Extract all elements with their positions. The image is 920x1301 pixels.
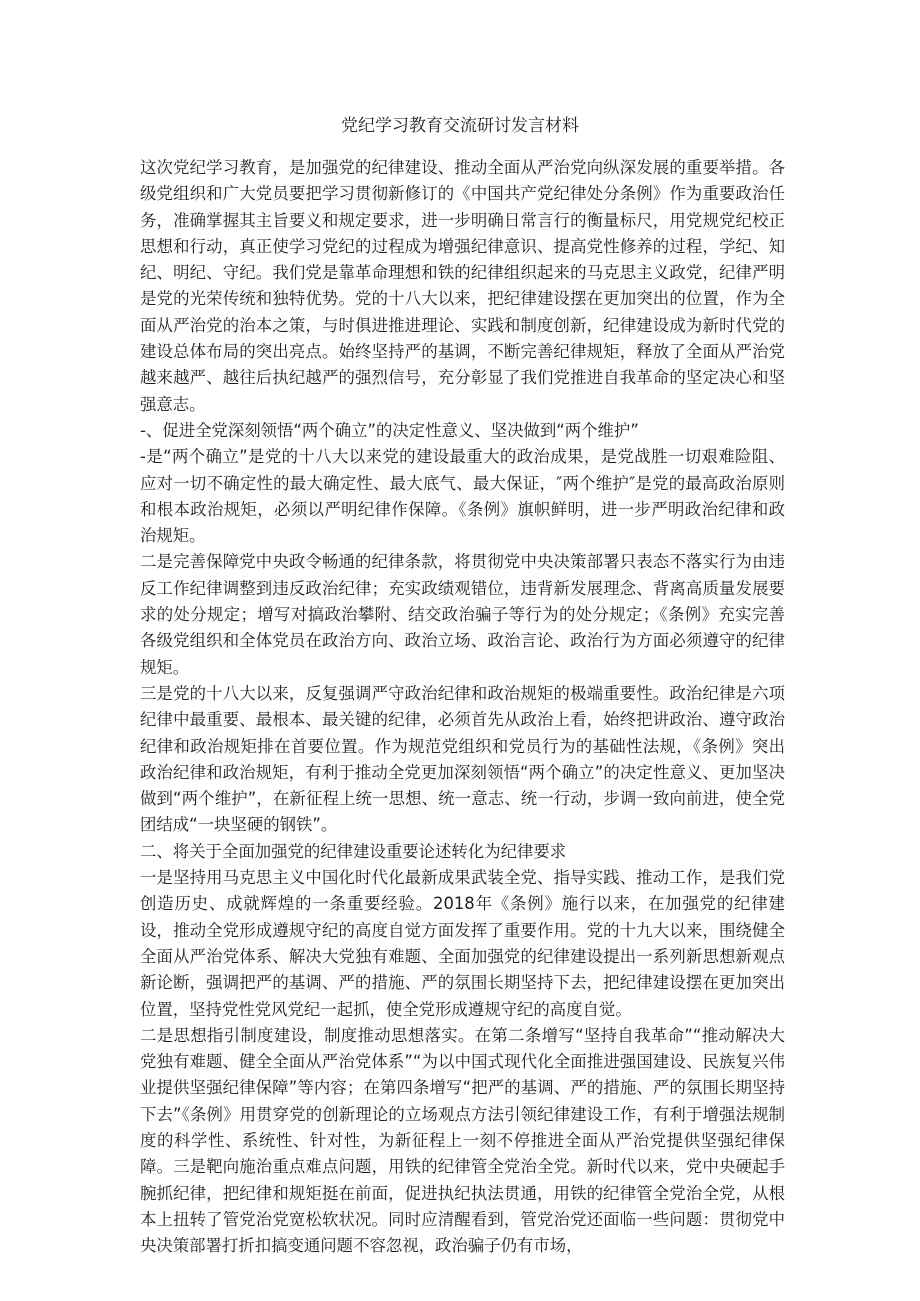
paragraph-section-two-point-one: 一是坚持用马克思主义中国化时代化最新成果武装全党、指导实践、推动工作，是我们党创造历史、成就辉煌的一条重要经验。2018年《条例》施行以来，在加强党的纪律建设，推动全党形成遵规守纪的高度自觉方面发挥了重要作用。党的十九大以来，围绕健全全面从严治党体系、解决大党独有难题、全面加强党的纪律建设提出一系列新思想新观点新论断，强调把严的基调、严的措施、严的氛围长期坚持下去，把纪律建设摆在更加突出位置，坚持党性党风党纪一起抓，使全党形成遵规守纪的高度自觉。	[140, 868, 785, 1019]
paragraph-point-two: 二是完善保障党中央政令畅通的纪律条款，将贯彻党中央决策部署只表态不落实行为由违反工作纪律调整到违反政治纪律；充实政绩观错位，违背新发展理念、背离高质量发展要求的处分规定；增写对搞政治攀附、结交政治骗子等行为的处分规定；《条例》充实完善各级党组织和全体党员在政治方向、政治立场、政治言论、政治行为方面必须遵守的纪律规矩。	[140, 552, 785, 677]
document-title: 党纪学习教育交流研讨发言材料	[341, 116, 579, 136]
paragraph-point-three: 三是党的十八大以来，反复强调严守政治纪律和政治规矩的极端重要性。政治纪律是六项纪律中最重要、最根本、最关键的纪律，必须首先从政治上看，始终把讲政治、遵守政治纪律和政治规矩排在首要位置。作为规范党组织和党员行为的基础性法规，《条例》突出政治纪律和政治规矩，有利于推动全党更加深刻领悟“两个确立”的决定性意义、更加坚决做到“两个维护”，在新征程上统一思想、统一意志、统一行动，步调一致向前进，使全党团结成“一块坚硬的钢铁”。	[140, 683, 785, 835]
section-heading-two: 二、将关于全面加强党的纪律建设重要论述转化为纪律要求	[140, 841, 567, 861]
paragraph-point-one: -是“两个确立”是党的十八大以来党的建设最重大的政治成果，是党战胜一切艰难险阻、应对一切不确定性的最大确定性、最大底气、最大保证，″两个维护″是党的最高政治原则和根本政治规矩，必须以严明纪律作保障。《条例》旗帜鲜明，进一步严明政治纪律和政治规矩。	[140, 447, 785, 546]
paragraph-section-two-point-two: 二是思想指引制度建设，制度推动思想落实。在第二条增写“坚持自我革命”“推动解决大党独有难题、健全全面从严治党体系”“为以中国式现代化全面推进强国建设、民族复兴伟业提供坚强纪律保障”等内容；在第四条增写“把严的基调、严的措施、严的氛围长期坚持下去”《条例》用贯穿党的创新理论的立场观点方法引领纪律建设工作，有利于增强法规制度的科学性、系统性、针对性，为新征程上一刻不停推进全面从严治党提供坚强纪律保障。三是靶向施治重点难点问题，用铁的纪律管全党治全党。新时代以来，党中央硬起手腕抓纪律，把纪律和规矩挺在前面，促进执纪执法贯通，用铁的纪律管全党治全党，从根本上扭转了管党治党宽松软状况。同时应清醒看到，管党治党还面临一些问题：贯彻党中央决策部署打折扣搞变通问题不容忽视，政治骗子仍有市场，	[140, 1025, 785, 1256]
document-body	[140, 155, 785, 1259]
section-heading-one: -、促进全党深刻领悟“两个确立”的决定性意义、坚决做到“两个维护”	[140, 420, 639, 440]
paragraph-intro: 这次党纪学习教育，是加强党的纪律建设、推动全面从严治党向纵深发展的重要举措。各级党组织和广大党员要把学习贯彻新修订的《中国共产党纪律处分条例》作为重要政治任务，准确掌握其主旨要义和规定要求，进一步明确日常言行的衡量标尺，用党规党纪校正思想和行动，真正使学习党纪的过程成为增强纪律意识、提高党性修养的过程，学纪、知纪、明纪、守纪。我们党是靠革命理想和铁的纪律组织起来的马克思主义政党，纪律严明是党的光荣传统和独特优势。党的十八大以来，把纪律建设摆在更加突出的位置，作为全面从严治党的治本之策，与时俱进推进理论、实践和制度创新，纪律建设成为新时代党的建设总体布局的突出亮点。始终坚持严的基调，不断完善纪律规矩，释放了全面从严治党越来越严、越往后执纪越严的强烈信号，充分彰显了我们党推进自我革命的坚定决心和坚强意志。	[140, 158, 785, 414]
